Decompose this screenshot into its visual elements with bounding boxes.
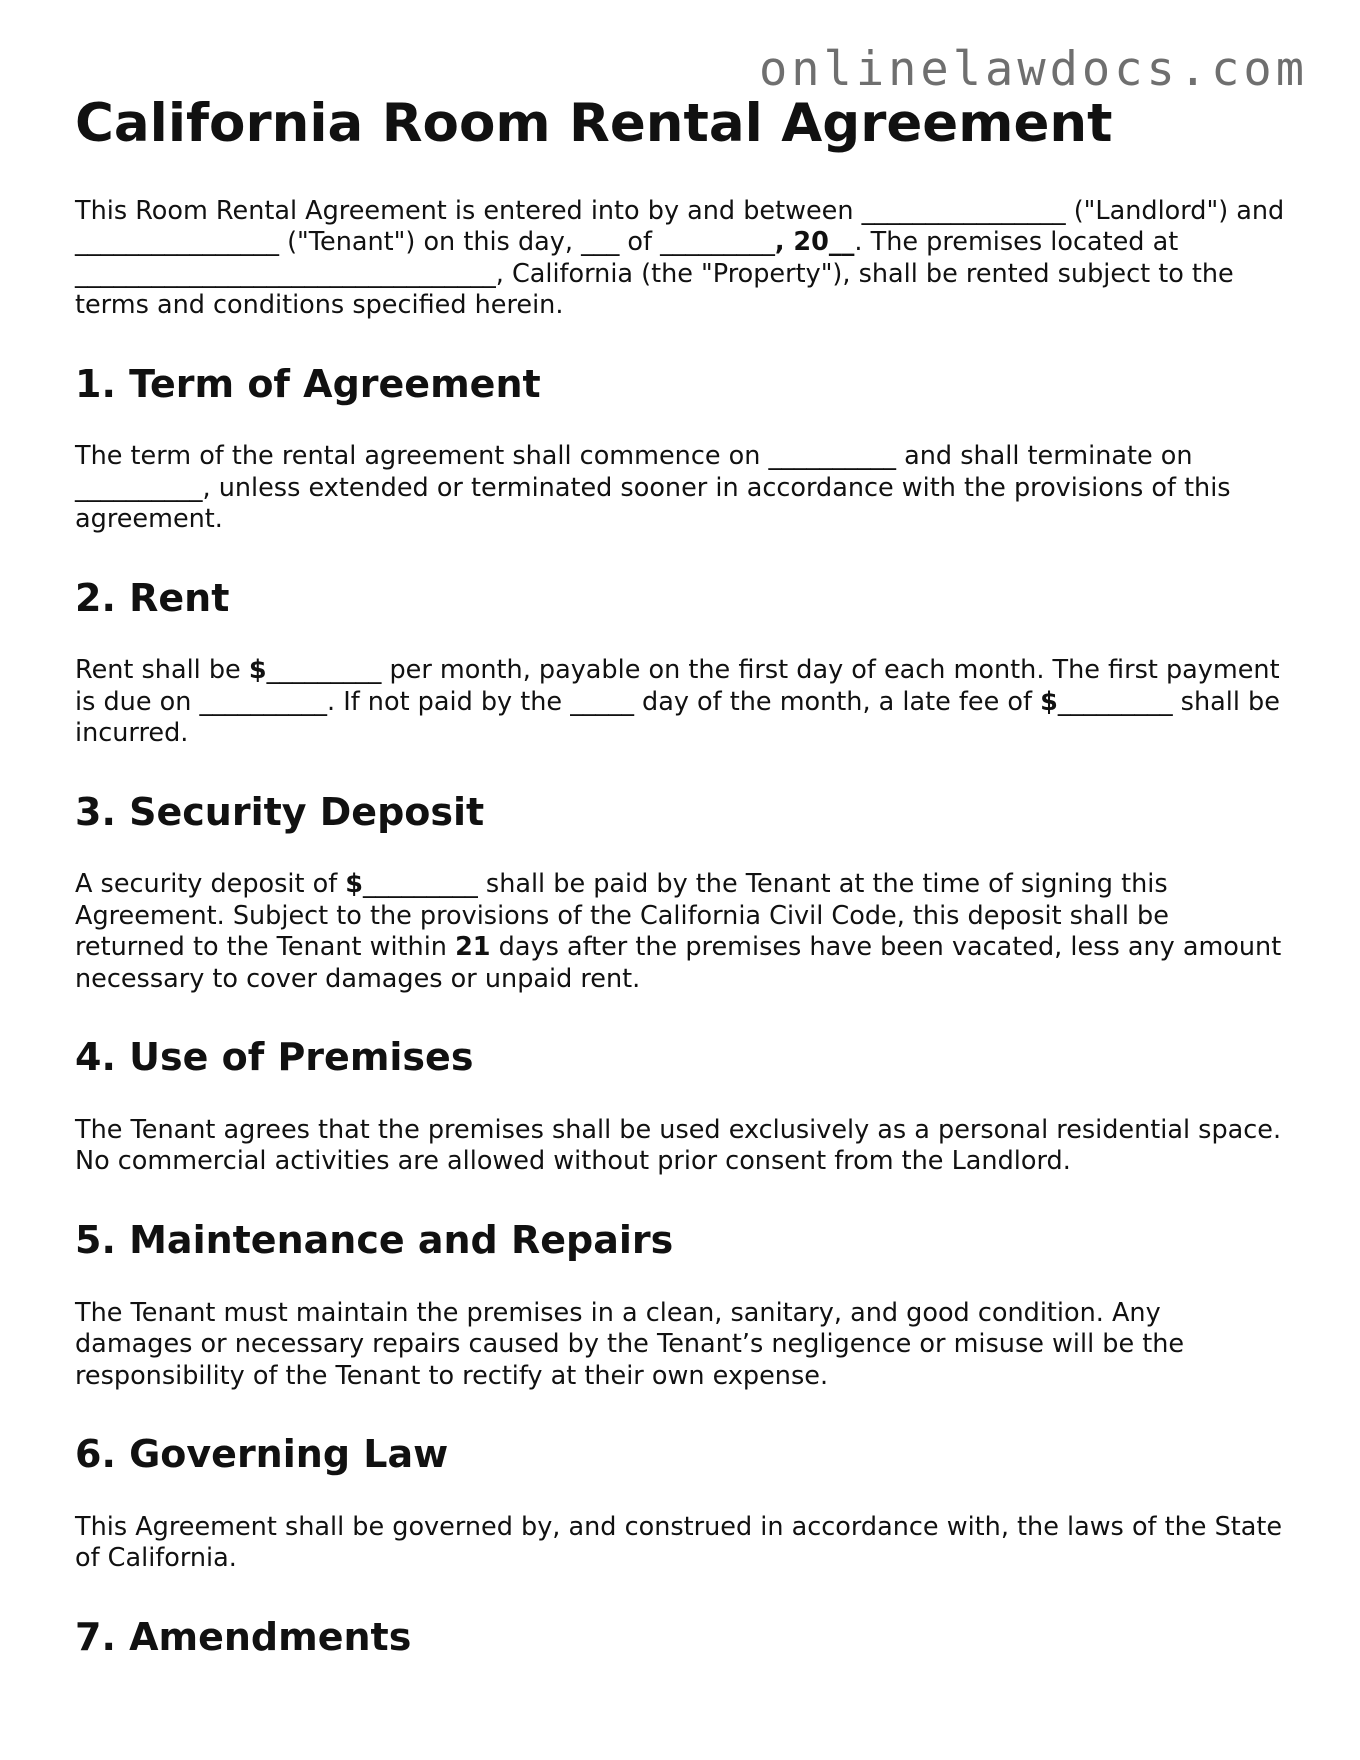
section-heading-term: 1. Term of Agreement [75,361,541,406]
section-text-term: The term of the rental agreement shall commence on __________ and shall terminate on __________, unless extended or terminated sooner in accordance with the provisions of this agreement. [75,441,1231,535]
section-heading-governing-law: 6. Governing Law [75,1432,449,1477]
document-body [75,92,1285,1694]
section-heading-maintenance: 5. Maintenance and Repairs [75,1217,674,1262]
section-text-security-deposit: A security deposit of $_________ shall be paid by the Tenant at the time of signing this Agreement. Subject to the provisions of the California Civil Code, this deposit shall be returned to the Tenant within 21 days after the premises have been vacated, less any amount necessary to cover damages or unpaid rent. [75,869,1282,994]
site-watermark: onlinelawdocs.com [758,42,1308,97]
section-text-rent: Rent shall be $_________ per month, payable on the first day of each month. The first payment is due on __________. If not paid by the _____ day of the month, a late fee of $_________ shall be incurred. [75,655,1280,749]
intro-paragraph: This Room Rental Agreement is entered into by and between ________________ ("Landlord") and ________________ ("Tenant") on this day, ___ of _________, 20__. The premises located at _________________________________, California (the "Property"), shall be rented subject to the terms and conditions specified herein. [75,195,1285,321]
section-heading-security-deposit: 3. Security Deposit [75,789,485,834]
section-text-governing-law: This Agreement shall be governed by, and construed in accordance with, the laws of the State of California. [75,1511,1283,1574]
section-heading-amendments: 7. Amendments [75,1614,412,1659]
section-heading-use-of-premises: 4. Use of Premises [75,1035,474,1080]
section-text-maintenance: The Tenant must maintain the premises in a clean, sanitary, and good condition. Any damages or necessary repairs caused by the Tenant’s negligence or misuse will be the responsibility of the Tenant to rectify at their own expense. [75,1297,1185,1391]
section-heading-rent: 2. Rent [75,575,230,620]
document-title: California Room Rental Agreement [75,93,1113,154]
section-text-use-of-premises: The Tenant agrees that the premises shall be used exclusively as a personal residential space. No commercial activities are allowed without prior consent from the Landlord. [75,1114,1282,1177]
